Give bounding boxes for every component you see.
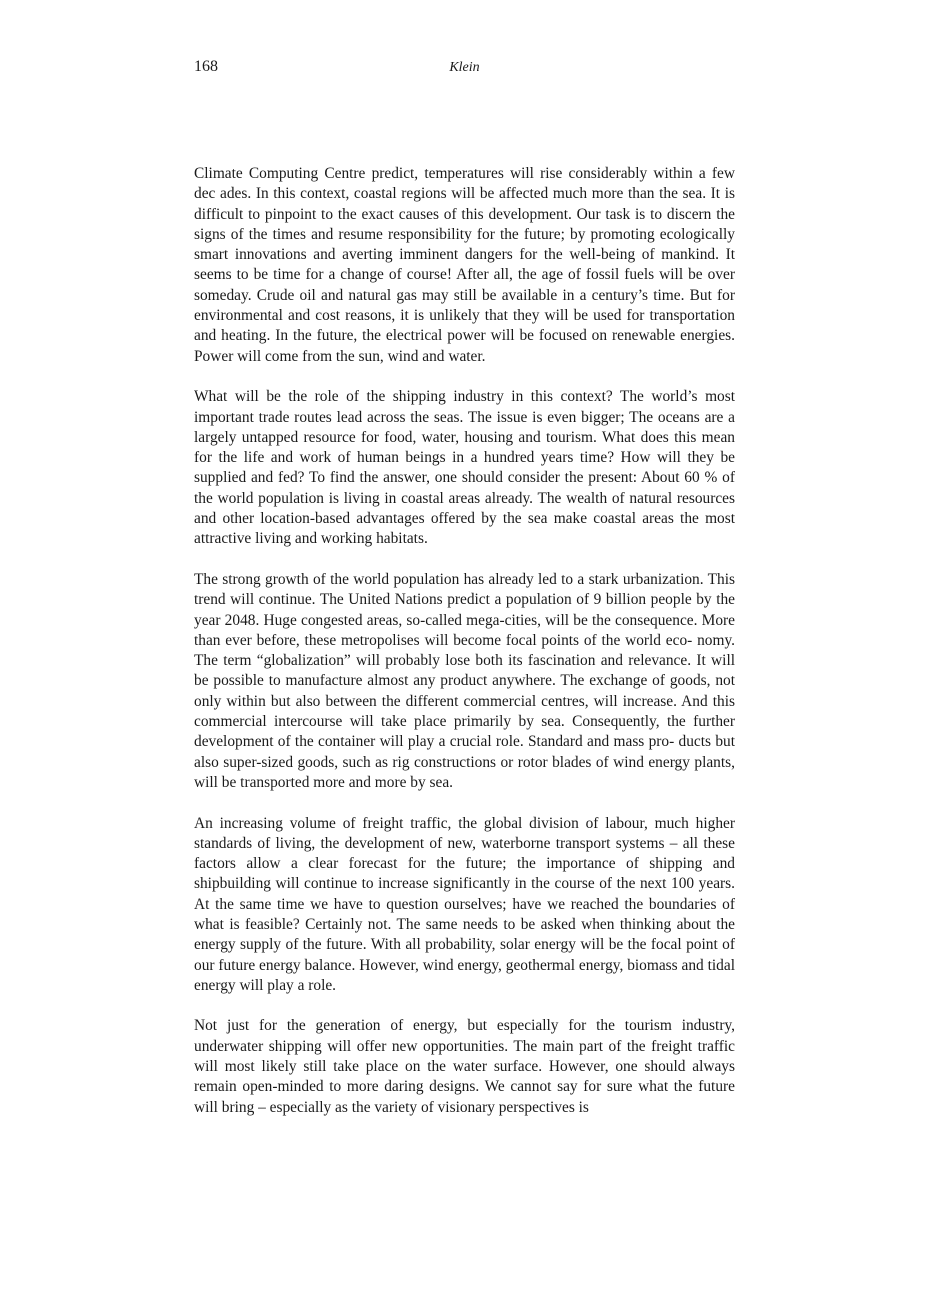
paragraph-underwater-shipping: Not just for the generation of energy, but especially for the tourism industry, underwater shipping will offer new opportunities. The main part of the freight traffic will most likely still take place on the water surface. However, one should always remain open-minded to more daring designs. We cannot say for sure what the future will bring – especially as the variety of visionary perspectives is <box>194 1017 735 1116</box>
running-head-author: Klein <box>449 60 480 75</box>
paragraph-climate-outlook: Climate Computing Centre predict, temperatures will rise considerably within a few dec ades. In this context, coastal regions will be affected much more than the sea. It is difficult to pinpoint to the exact causes of this development. Our task is to discern the signs of the times and resume responsibility for the future; by promoting ecologically smart innovations and averting imminent dangers for the well-being of mankind. It seems to be time for a change of course! After all, the age of fossil fuels will be over someday. Crude oil and natural gas may still be available in a century’s time. But for environmental and cost reasons, it is unlikely that they will be used for transportation and heating. In the future, the electrical power will be focused on renewable energies. Power will come from the sun, wind and water. <box>194 165 735 365</box>
page-number: 168 <box>194 58 218 75</box>
paragraph-urbanization: The strong growth of the world population has already led to a stark urbanization. This trend will continue. The United Nations predict a population of 9 billion people by the year 2048. Huge congested areas, so-called mega-cities, will be the consequence. More than ever before, these metropolises will become focal points of the world eco- nomy. The term “globalization” will probably lose both its fascination and relevance. It will be possible to manufacture almost any product anywhere. The exchange of goods, not only within but also between the different commercial centres, will increase. And this commercial intercourse will take place primarily by sea. Consequently, the further development of the container will play a crucial role. Standard and mass pro- ducts but also super-sized goods, such as rig constructions or rotor blades of wind energy plants, will be transported more and more by sea. <box>194 570 735 791</box>
paragraph-freight-forecast: An increasing volume of freight traffic, the global division of labour, much higher standards of living, the development of new, waterborne transport systems – all these factors allow a clear forecast for the future; the importance of shipping and shipbuilding will continue to increase significantly in the course of the next 100 years. At the same time we have to question ourselves; have we reached the boundaries of what is feasible? Certainly not. The same needs to be asked when thinking about the energy supply of the future. With all probability, solar energy will be the focal point of our future energy balance. However, wind energy, geothermal energy, biomass and tidal energy will play a role. <box>194 814 735 994</box>
paragraph-shipping-role: What will be the role of the shipping industry in this context? The world’s most important trade routes lead across the seas. The issue is even bigger; The oceans are a largely untapped resource for food, water, housing and tourism. What does this mean for the life and work of human beings in a hundred years time? How will they be supplied and fed? To find the answer, one should consider the present: About 60 % of the world population is living in coastal areas already. The wealth of natural resources and other location-based advantages offered by the sea make coastal areas the most attractive living and working habitats. <box>194 388 735 548</box>
page-header <box>194 57 735 79</box>
body-text <box>194 164 735 1118</box>
